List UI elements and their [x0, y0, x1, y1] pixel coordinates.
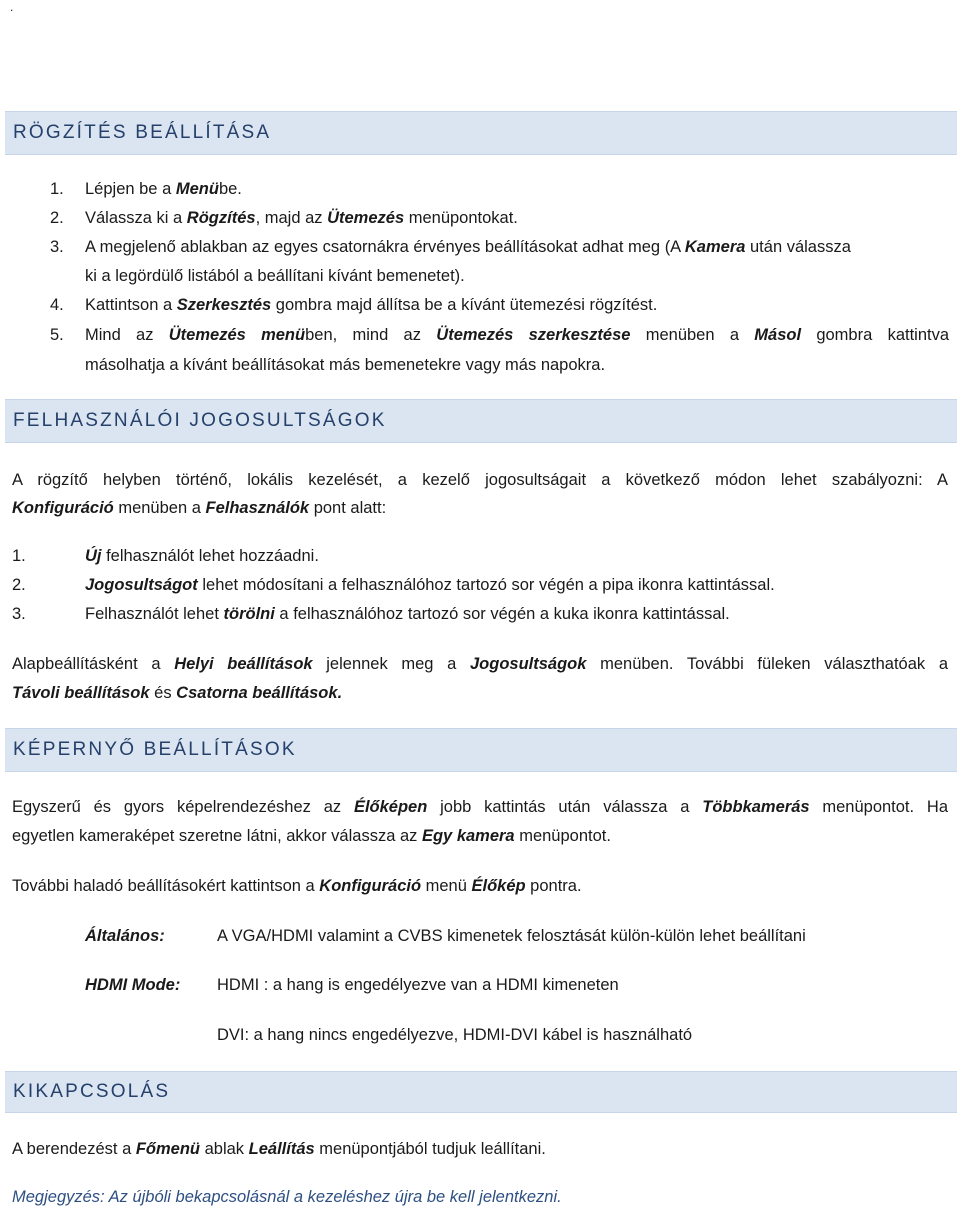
- paragraph: További haladó beállításokért kattintson a Konfiguráció menü Élőkép pontra.: [12, 877, 582, 895]
- section-heading-shutdown: KIKAPCSOLÁS: [5, 1071, 957, 1113]
- definition-term: HDMI Mode:: [85, 976, 181, 994]
- paragraph: Egyszerű és gyors képelrendezéshez az Élőképen jobb kattintás után válassza a Többkamerás menüpontot. Ha: [12, 798, 948, 816]
- list-number: 1.: [50, 180, 64, 198]
- paragraph: A rögzítő helyben történő, lokális kezelését, a kezelő jogosultságait a következő módon lehet szabályozni: A: [12, 471, 948, 489]
- paragraph: Távoli beállítások és Csatorna beállítások.: [12, 684, 343, 702]
- list-number: 1.: [12, 547, 26, 565]
- list-number: 3.: [12, 605, 26, 623]
- paragraph: Alapbeállításként a Helyi beállítások jelennek meg a Jogosultságok menüben. További füleken választhatóak a: [12, 655, 949, 673]
- note: Megjegyzés: Az újbóli bekapcsolásnál a kezeléshez újra be kell jelentkezni.: [12, 1188, 562, 1206]
- section-heading-display-settings: KÉPERNYŐ BEÁLLÍTÁSOK: [5, 728, 957, 772]
- definition-description: A VGA/HDMI valamint a CVBS kimenetek felosztását külön-külön lehet beállítani: [217, 927, 806, 945]
- list-item-continuation: ki a legördülő listából a beállítani kívánt bemenetet).: [85, 267, 465, 285]
- list-item-continuation: másolhatja a kívánt beállításokat más bemenetekre vagy más napokra.: [85, 356, 606, 374]
- definition-description: HDMI : a hang is engedélyezve van a HDMI kimeneten: [217, 976, 619, 994]
- list-item: Válassza ki a Rögzítés, majd az Ütemezés menüpontokat.: [85, 209, 518, 227]
- list-number: 5.: [50, 326, 64, 344]
- paragraph: A berendezést a Főmenü ablak Leállítás menüpontjából tudjuk leállítani.: [12, 1140, 546, 1158]
- page-mark: .: [10, 0, 14, 14]
- list-number: 2.: [50, 209, 64, 227]
- list-number: 2.: [12, 576, 26, 594]
- list-item: Új felhasználót lehet hozzáadni.: [85, 547, 319, 565]
- list-item: A megjelenő ablakban az egyes csatornákra érvényes beállításokat adhat meg (A Kamera után válassza: [85, 238, 851, 256]
- list-item: Lépjen be a Menübe.: [85, 180, 242, 198]
- section-heading-user-permissions: FELHASZNÁLÓI JOGOSULTSÁGOK: [5, 399, 957, 443]
- section-heading-recording: RÖGZÍTÉS BEÁLLÍTÁSA: [5, 111, 957, 155]
- list-number: 3.: [50, 238, 64, 256]
- paragraph: egyetlen kameraképet szeretne látni, akkor válassza az Egy kamera menüpontot.: [12, 827, 611, 845]
- paragraph: Konfiguráció menüben a Felhasználók pont alatt:: [12, 499, 387, 517]
- list-item: Kattintson a Szerkesztés gombra majd állítsa be a kívánt ütemezési rögzítést.: [85, 296, 658, 314]
- list-number: 4.: [50, 296, 64, 314]
- list-item: Mind az Ütemezés menüben, mind az Ütemezés szerkesztése menüben a Másol gombra kattintva: [85, 326, 950, 344]
- definition-term: Általános:: [85, 927, 165, 945]
- definition-description: DVI: a hang nincs engedélyezve, HDMI-DVI kábel is használható: [217, 1026, 693, 1044]
- list-item: Jogosultságot lehet módosítani a felhasználóhoz tartozó sor végén a pipa ikonra kattintással.: [85, 576, 775, 594]
- list-item: Felhasználót lehet törölni a felhasználóhoz tartozó sor végén a kuka ikonra kattintással.: [85, 605, 730, 623]
